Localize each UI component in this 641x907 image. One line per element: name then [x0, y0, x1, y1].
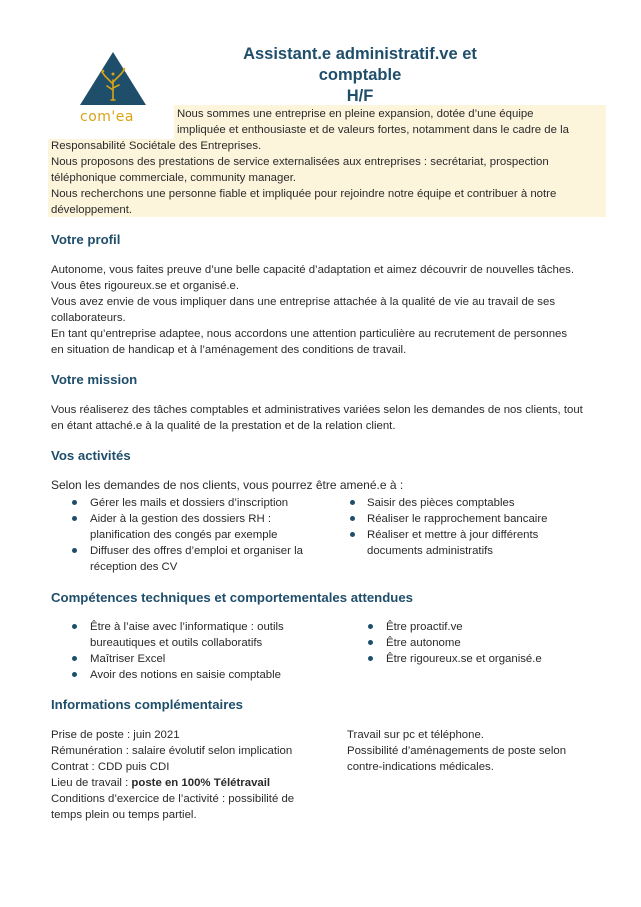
section-heading-mission: Votre mission [51, 372, 138, 387]
intro-text: téléphonique commerciale, community manager. [51, 172, 297, 184]
list-item: bureautiques et outils collaboratifs [90, 637, 263, 649]
list-item: Réaliser le rapprochement bancaire [367, 513, 548, 525]
bullet-icon [72, 624, 77, 629]
profil-text: Vous avez envie de vous impliquer dans une entreprise attachée à la qualité de vie au travail de ses [51, 296, 556, 308]
bullet-icon [368, 656, 373, 661]
list-item: planification des congés par exemple [90, 529, 278, 541]
bullet-icon [350, 516, 355, 521]
list-item: réception des CV [90, 561, 178, 573]
bullet-icon [72, 500, 77, 505]
list-item: Être autonome [386, 637, 461, 649]
info-lieu-value: poste en 100% Télétravail [131, 777, 271, 789]
bullet-icon [72, 516, 77, 521]
info-conditions: temps plein ou temps partiel. [51, 809, 197, 821]
bullet-icon [72, 548, 77, 553]
bullet-icon [350, 532, 355, 537]
list-item: Maîtriser Excel [90, 653, 166, 665]
bullet-icon [72, 672, 77, 677]
mission-text: en étant attaché.e à la qualité de la prestation et de la relation client. [51, 420, 396, 432]
page-title [200, 44, 520, 107]
activites-intro: Selon les demandes de nos clients, vous pourrez être amené.e à : [51, 478, 404, 492]
info-conditions: Conditions d’exercice de l’activité : possibilité de [51, 793, 295, 805]
intro-text: Nous proposons des prestations de service externalisées aux entreprises : secrétariat, prospection [51, 156, 549, 168]
profil-text: Autonome, vous faites preuve d’une belle capacité d’adaptation et aimez découvrir de nouvelles tâches. [51, 264, 575, 276]
section-heading-infos: Informations complémentaires [51, 697, 243, 712]
info-contrat: Contrat : CDD puis CDI [51, 761, 170, 773]
info-right: Possibilité d’aménagements de poste selon [347, 745, 567, 757]
intro-text: Responsabilité Sociétale des Entreprises. [51, 140, 262, 152]
info-lieu [51, 775, 270, 791]
list-item: Avoir des notions en saisie comptable [90, 669, 282, 681]
list-item: Saisir des pièces comptables [367, 497, 515, 509]
intro-text: développement. [51, 204, 133, 216]
list-item: Réaliser et mettre à jour différents [367, 529, 539, 541]
section-heading-activites: Vos activités [51, 448, 131, 463]
info-lieu-label: Lieu de travail : [51, 777, 132, 789]
bullet-icon [72, 656, 77, 661]
list-item: Être proactif.ve [386, 621, 463, 633]
profil-text: En tant qu’entreprise adaptee, nous accordons une attention particulière au recrutement de personnes [51, 328, 568, 340]
list-item: Gérer les mails et dossiers d’inscription [90, 497, 289, 509]
title-line-1: Assistant.e administratif.ve et comptable [243, 45, 477, 84]
profil-text: en situation de handicap et à l’aménagement des conditions de travail. [51, 344, 407, 356]
intro-text: Nous recherchons une personne fiable et impliquée pour rejoindre notre équipe et contribuer à notre [51, 188, 557, 200]
profil-text: Vous êtes rigoureux.se et organisé.e. [51, 280, 240, 292]
bullet-icon [368, 640, 373, 645]
logo-text: com'ea [80, 109, 134, 125]
bullet-icon [350, 500, 355, 505]
profil-text: collaborateurs. [51, 312, 126, 324]
info-right: Travail sur pc et téléphone. [347, 729, 484, 741]
logo-icon [78, 50, 148, 106]
bullet-icon [368, 624, 373, 629]
list-item: documents administratifs [367, 545, 493, 557]
mission-text: Vous réaliserez des tâches comptables et administratives variées selon les demandes de nos clients, tout [51, 404, 583, 416]
list-item: Aider à la gestion des dossiers RH : [90, 513, 272, 525]
info-prise: Prise de poste : juin 2021 [51, 729, 180, 741]
section-heading-competences: Compétences techniques et comportementales attendues [51, 590, 414, 605]
info-right: contre-indications médicales. [347, 761, 494, 773]
title-line-2: H/F [346, 87, 374, 105]
list-item: Diffuser des offres d’emploi et organiser la [90, 545, 303, 557]
list-item: Être à l’aise avec l’informatique : outils [90, 621, 284, 633]
list-item: Être rigoureux.se et organisé.e [386, 653, 542, 665]
intro-text: Nous sommes une entreprise en pleine expansion, dotée d’une équipe [177, 108, 534, 120]
section-heading-profil: Votre profil [51, 232, 121, 247]
intro-text: impliquée et enthousiaste et de valeurs fortes, notamment dans le cadre de la [177, 124, 569, 136]
info-remuneration: Rémunération : salaire évolutif selon implication [51, 745, 293, 757]
